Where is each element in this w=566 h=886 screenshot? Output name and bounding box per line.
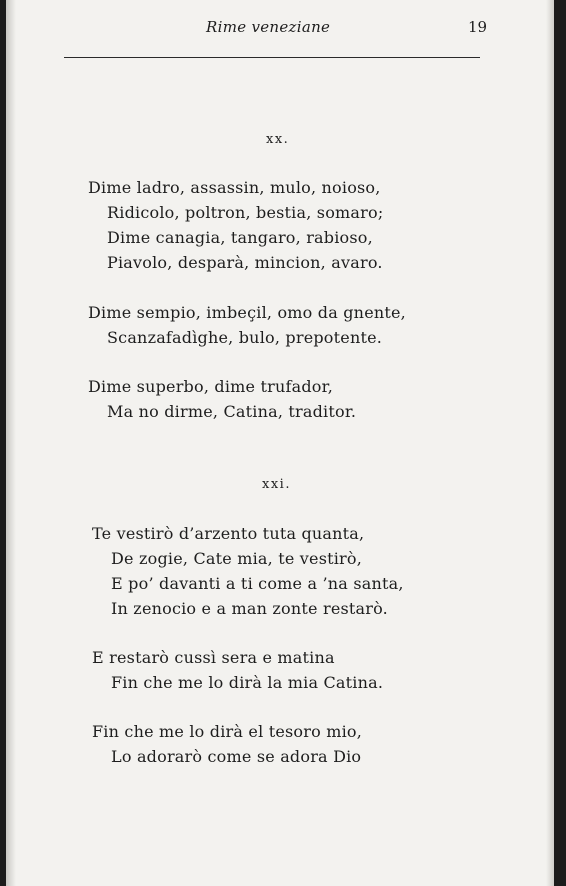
book-page (6, 0, 554, 886)
verse-line: Ma no dirme, Catina, traditor. (107, 402, 357, 421)
poem-heading-xx: xx. (266, 132, 290, 147)
verse-line: Fin che me lo dirà la mia Catina. (111, 673, 384, 692)
verse-line: Dime ladro, assassin, mulo, noioso, (88, 178, 381, 197)
verse-line: Ridicolo, poltron, bestia, somaro; (107, 203, 384, 222)
verse-line: Lo adorarò come se adora Dio (111, 747, 362, 766)
page-edge-shadow (546, 0, 554, 886)
page-number: 19 (468, 18, 488, 36)
header-rule (64, 57, 480, 58)
running-title: Rime veneziane (206, 18, 331, 36)
verse-line: In zenocio e a man zonte restarò. (111, 599, 388, 618)
poem-heading-xxi: xxi. (262, 477, 291, 492)
verse-line: Scanzafadìghe, bulo, prepotente. (107, 328, 383, 347)
verse-line: Dime superbo, dime trufador, (88, 377, 333, 396)
gutter-shadow (6, 0, 16, 886)
verse-line: De zogie, Cate mia, te vestirò, (111, 549, 363, 568)
verse-line: Piavolo, desparà, mincion, avaro. (107, 253, 383, 272)
verse-line: E restarò cussì sera e matina (92, 648, 335, 667)
verse-line: Dime sempio, imbeçil, omo da gnente, (88, 303, 406, 322)
verse-line: Fin che me lo dirà el tesoro mio, (92, 722, 363, 741)
verse-line: Dime canagia, tangaro, rabioso, (107, 228, 373, 247)
verse-line: E po’ davanti a ti come a ’na santa, (111, 574, 404, 593)
verse-line: Te vestirò d’arzento tuta quanta, (92, 524, 365, 543)
